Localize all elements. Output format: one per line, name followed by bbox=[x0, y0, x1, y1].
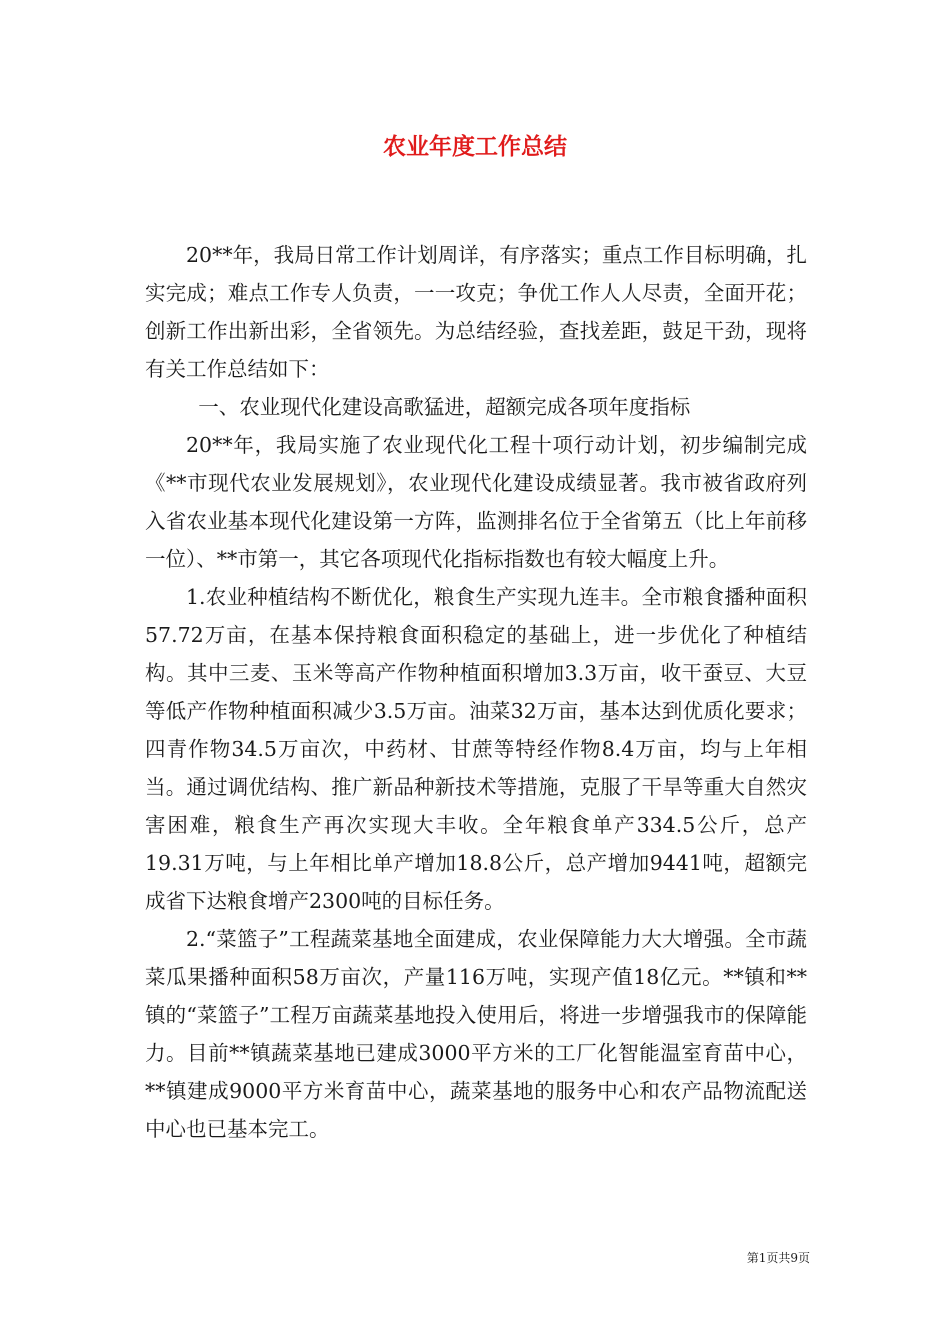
item-2-paragraph: 2.“菜篮子”工程蔬菜基地全面建成，农业保障能力大大增强。全市蔬菜瓜果播种面积58万亩次，产量116万吨，实现产值18亿元。**镇和**镇的“菜篮子”工程万亩蔬菜基地投入使用后，将进一步增强我市的保障能力。目前**镇蔬菜基地已建成3000平方米的工厂化智能温室育苗中心，**镇建成9000平方米育苗中心，蔬菜基地的服务中心和农产品物流配送中心也已基本完工。 bbox=[145, 927, 807, 1141]
intro-paragraph: 20**年，我局日常工作计划周详，有序落实；重点工作目标明确，扎实完成；难点工作专人负责，一一攻克；争优工作人人尽责，全面开花；创新工作出新出彩，全省领先。为总结经验，查找差距，鼓足干劲，现将有关工作总结如下： bbox=[145, 243, 807, 381]
section-1-paragraph: 20**年，我局实施了农业现代化工程十项行动计划，初步编制完成《**市现代农业发展规划》，农业现代化建设成绩显著。我市被省政府列入省农业基本现代化建设第一方阵，监测排名位于全省第五（比上年前移一位）、**市第一，其它各项现代化指标指数也有较大幅度上升。 bbox=[145, 433, 807, 571]
page-number: 第1页共9页 bbox=[746, 1251, 810, 1265]
item-1-paragraph: 1.农业种植结构不断优化，粮食生产实现九连丰。全市粮食播种面积57.72万亩，在基本保持粮食面积稳定的基础上，进一步优化了种植结构。其中三麦、玉米等高产作物种植面积增加3.3万亩，收干蚕豆、大豆等低产作物种植面积减少3.5万亩。油菜32万亩，基本达到优质化要求；四青作物34.5万亩次，中药材、甘蔗等特经作物8.4万亩，均与上年相当。通过调优结构、推广新品种新技术等措施，克服了干旱等重大自然灾害困难，粮食生产再次实现大丰收。全年粮食单产334.5公斤，总产19.31万吨，与上年相比单产增加18.8公斤，总产增加9441吨，超额完成省下达粮食增产2300吨的目标任务。 bbox=[145, 585, 807, 913]
document-body bbox=[145, 236, 807, 1148]
section-heading-1: 一、农业现代化建设高歌猛进，超额完成各项年度指标 bbox=[198, 395, 691, 419]
document-title: 农业年度工作总结 bbox=[383, 134, 567, 160]
